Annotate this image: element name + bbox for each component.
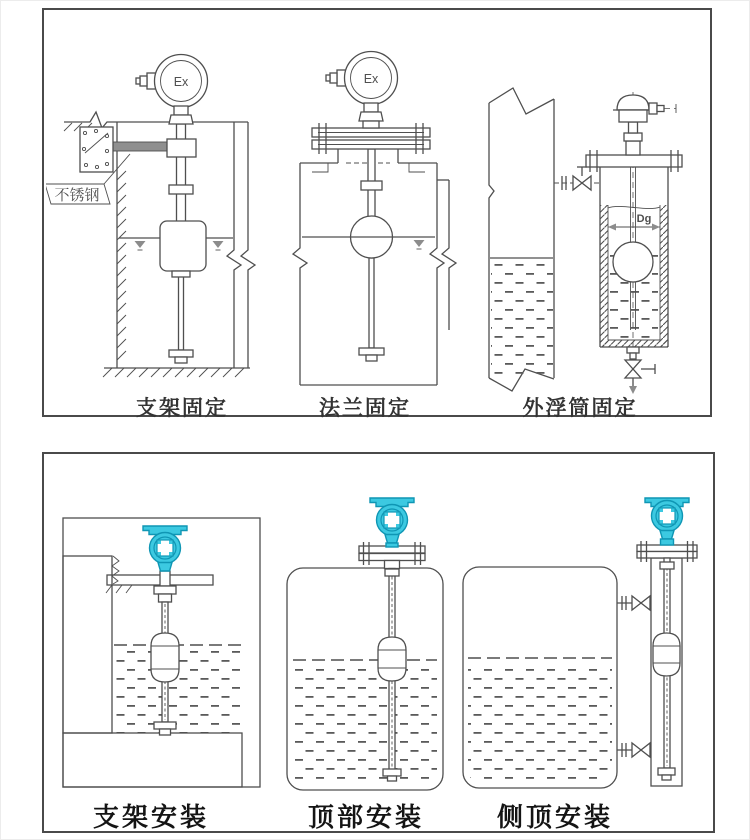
tank-wall-right <box>227 122 255 368</box>
float-ball <box>613 242 653 282</box>
figure-caption: 外浮筒固定 <box>522 397 638 420</box>
figure-flange-fixing <box>270 30 475 402</box>
top-panel <box>42 8 712 420</box>
lower-valve-icon <box>617 743 651 757</box>
ex-transmitter-head <box>326 52 398 129</box>
tank <box>489 88 554 391</box>
float-stop <box>172 271 190 277</box>
dg-dimension <box>608 213 660 231</box>
ex-label: Ex <box>363 72 379 86</box>
figure-caption: 侧顶安装 <box>496 802 614 832</box>
ex-label: Ex <box>173 75 189 89</box>
figure-caption: 支架固定 <box>136 397 228 420</box>
float <box>160 221 206 271</box>
junction-box-head <box>613 95 676 155</box>
inlet-valve-icon <box>554 167 600 190</box>
stainless-steel-label: 不锈钢 <box>54 187 100 204</box>
figure-side-top-installation <box>458 490 713 792</box>
dg-label: Dg <box>636 213 652 225</box>
water <box>468 662 612 782</box>
transmitter-head <box>645 498 689 545</box>
upper-valve-icon <box>617 596 651 610</box>
figure-top-installation <box>283 490 448 792</box>
figure-caption: 顶部安装 <box>307 802 425 832</box>
float-capsule <box>378 637 406 681</box>
water <box>293 664 437 784</box>
figure-bracket-installation <box>60 515 265 793</box>
figure-bracket-fixing <box>46 36 266 396</box>
float-capsule <box>653 633 680 676</box>
bottom-panel <box>42 452 715 833</box>
transmitter-head <box>143 526 187 571</box>
drain-valve-icon <box>625 347 655 394</box>
figure-caption: 支架安装 <box>92 802 210 832</box>
figure-external-chamber-fixing <box>475 50 710 405</box>
transmitter-head <box>370 498 414 547</box>
figure-caption: 法兰固定 <box>319 397 411 420</box>
float-capsule <box>151 633 179 682</box>
ex-transmitter-head <box>136 55 208 125</box>
water <box>491 261 553 376</box>
